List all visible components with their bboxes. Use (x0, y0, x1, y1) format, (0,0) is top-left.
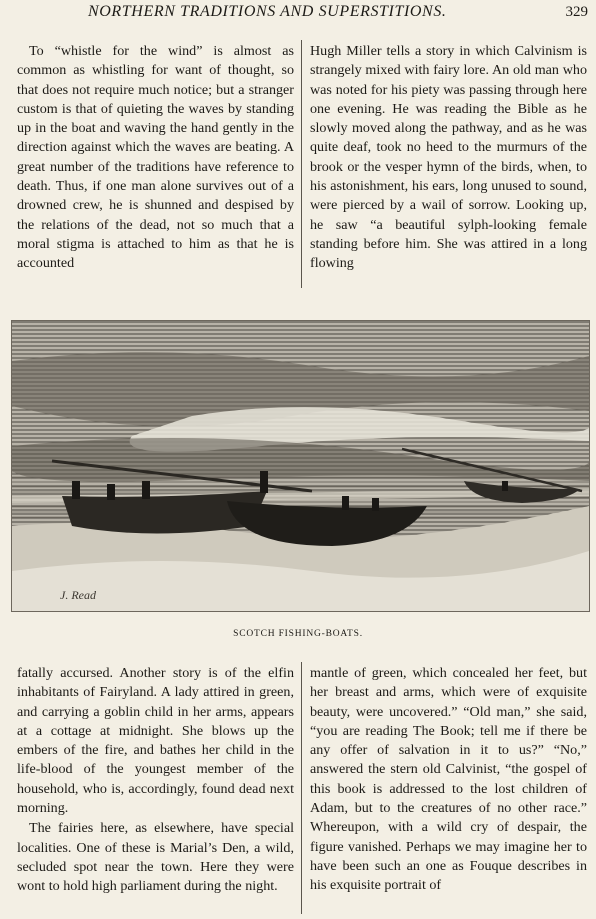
running-title: NORTHERN TRADITIONS AND SUPERSTITIONS. (88, 3, 447, 20)
engraver-signature: J. Read (60, 588, 96, 602)
running-header (0, 3, 596, 25)
bottom-right-column (310, 664, 587, 896)
fishing-boats-illustration (12, 321, 589, 611)
top-left-column (17, 42, 294, 274)
figure-caption: SCOTCH FISHING-BOATS. (233, 629, 363, 639)
paragraph-hugh-miller: Hugh Miller tells a story in which Calvinism is strangely mixed with fairy lore. An old man who was noted for his piety was passing through here one evening. He was reading the Bible as he slowly moved along the pathway, and as he was quite deaf, took no heed to the murmurs of the brook or the vesper hymn of the birds, when, to his astonishment, his ears, long unused to sound, were pierced by a wail of sorrow. Looking up, he saw “a beautiful sylph-looking female standing before him. She was attired in a long flowing (310, 43, 587, 272)
paragraph-mantle-of-green: mantle of green, which concealed her feet, but her breast and arms, which were of exquisite beauty, were uncovered.” “Old man,” she said, “you are reading The Book; tell me if there be any offer of salvation in it to us?” “No,” answered the stern old Calvinist, “the gospel of this book is addressed to the lost children of Adam, but to the creatures of no other race.” Whereupon, with a wild cry of despair, the figure vanished. Perhaps we may imagine her to have been such an one as Fouque describes in his exquisite portrait of (310, 665, 587, 894)
paragraph-fairy-localities: The fairies here, as elsewhere, have special localities. One of these is Marial’s Den, a wild, secluded spot near the town. Here they were wont to hold high parliament during the night. (17, 820, 294, 895)
engraving-scotch-fishing-boats (11, 320, 590, 612)
top-right-column (310, 42, 587, 274)
column-rule-top (301, 40, 302, 288)
column-rule-bottom (301, 662, 302, 914)
bottom-left-column (17, 664, 294, 897)
page-number: 329 (565, 4, 588, 20)
paragraph-whistle-wind: To “whistle for the wind” is almost as common as whistling for want of thought, so that does not require much notice; but a stranger custom is that of quieting the waves by standing up in the boat and waving the hand gently in the direction against which the waves are beating. A great number of the traditions have reference to death. Thus, if one man alone survives out of a drowned crew, he is shunned and despised by the relations of the dead, not so much that a moral stigma is attached to him as that he is accounted (17, 43, 294, 272)
paragraph-elfin-inhabitants: fatally accursed. Another story is of the elfin inhabitants of Fairyland. A lady attired in green, and carrying a goblin child in her arms, appears at a cottage at midnight. She blows up the embers of the fire, and bathes her child in the life-blood of the youngest member of the household, who is, accordingly, found dead next morning. (17, 665, 294, 817)
